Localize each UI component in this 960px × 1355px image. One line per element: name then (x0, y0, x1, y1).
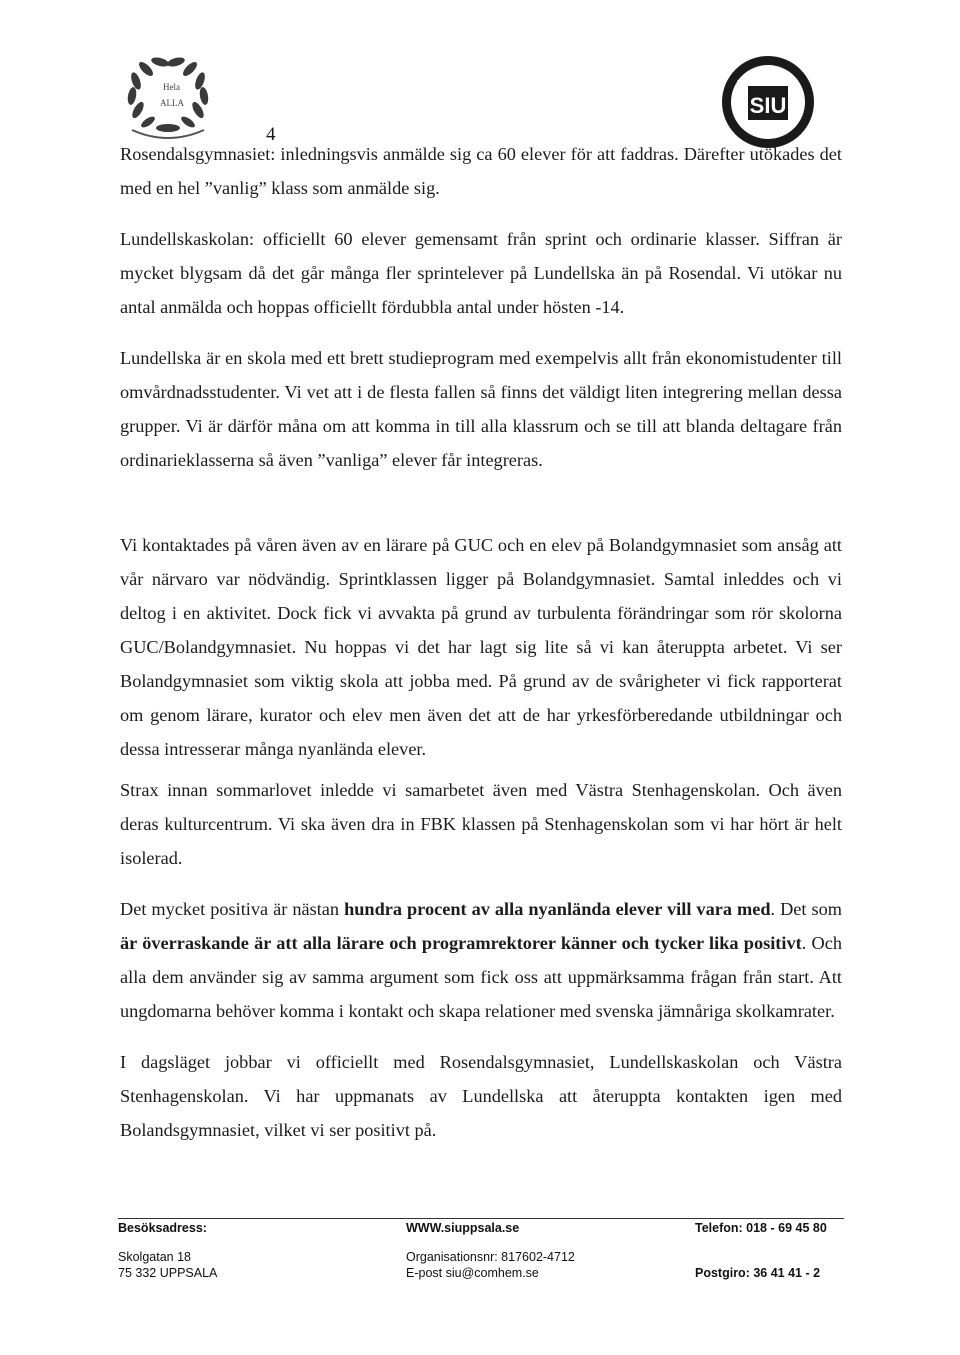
paragraph-boland: Vi kontaktades på våren även av en lärare på GUC och en elev på Bolandgymnasiet som ansåg att vår närvaro var nödvändig. Sprintklassen ligger på Bolandgymnasiet. Samtal inleddes och vi deltog i en aktivitet. Dock fick vi avvakta på grund av turbulenta förändringar som rör skolorna GUC/Bolandgymnasiet. Nu hoppas vi det har lagt sig lite så vi kan återuppta arbetet. Vi ser Bolandgymnasiet som viktig skola att jobba med. På grund av de svårigheter vi fick rapporterat om genom lärare, kurator och elev men även det att de har yrkesförberedande utbildningar och dessa intresserar många nyanlända elever. (120, 535, 842, 759)
page-number: 4 (266, 124, 276, 145)
footer-address (118, 1217, 217, 1281)
paragraph-rosendal: Rosendalsgymnasiet: inledningsvis anmälde sig ca 60 elever för att faddras. Därefter utökades det med en hel ”vanlig” klass som anmälde sig. (120, 144, 842, 198)
footer-street: Skolgatan 18 (118, 1250, 191, 1264)
footer-org-number: Organisationsnr: 817602-4712 (406, 1250, 575, 1264)
paragraph-lundellska-count: Lundellskaskolan: officiellt 60 elever gemensamt från sprint och ordinarie klasser. Siffran är mycket blygsam då det går många fler sprintelever på Lundellska än på Rosendal. Vi utökar nu antal anmälda och hoppas officiellt fördubbla antal under hösten -14. (120, 229, 842, 317)
positive-bold-2: är överraskande är att alla lärare och programrektorer känner och tycker lika positivt (120, 933, 802, 953)
logo-text-hela: Hela (163, 82, 180, 92)
positive-text-3: . Och alla dem använder sig av samma argument som fick oss att uppmärksamma frågan från start. Att ungdomarna behöver komma i kontakt och skapa relationer med svenska jämnåriga skolkamrater. (120, 933, 842, 1021)
footer-postgiro: Postgiro: 36 41 41 - 2 (695, 1266, 821, 1280)
footer-contact (406, 1217, 575, 1281)
footer-city: 75 332 UPPSALA (118, 1266, 218, 1280)
body-text (120, 137, 842, 1147)
siu-logo-text: SIU (749, 93, 787, 118)
paragraph-current-status: I dagsläget jobbar vi officiellt med Rosendalsgymnasiet, Lundellskaskolan och Västra Stenhagenskolan. Vi har uppmanats av Lundellska att återuppta kontakten igen med Bolandsgymnasiet, vilket vi ser positivt på. (120, 1052, 842, 1140)
footer-visit-heading: Besöksadress: (118, 1221, 207, 1235)
positive-text-1: Det mycket positiva är nästan (120, 899, 345, 919)
footer-payment (695, 1217, 827, 1281)
paragraph-lundellska-program: Lundellska är en skola med ett brett studieprogram med exempelvis allt från ekonomistudenter till omvårdnadsstudenter. Vi vet att i de flesta fallen så finns det väldigt liten integrering mellan dessa grupper. Vi är därför måna om att komma in till alla klassrum och se till att blanda deltagare från ordinarieklasserna så även ”vanliga” elever får integreras. (120, 348, 842, 470)
footer-phone: Telefon: 018 - 69 45 80 (695, 1221, 827, 1235)
paragraph-stenhagen: Strax innan sommarlovet inledde vi samarbetet även med Västra Stenhagenskolan. Och även deras kulturcentrum. Vi ska även dra in FBK klassen på Stenhagenskolan som vi har hört är helt isolerad. (120, 780, 842, 868)
logo-text-alla: ALLA (160, 98, 184, 108)
positive-bold-1: hundra procent av alla nyanlända elever vill vara med (344, 899, 771, 919)
footer-email[interactable]: E-post siu@comhem.se (406, 1266, 539, 1280)
wreath-logo (112, 48, 224, 148)
wreath-logo-icon (112, 48, 224, 148)
footer-website[interactable]: WWW.siuppsala.se (406, 1221, 520, 1235)
paragraph-positive (120, 892, 842, 1028)
positive-text-2: . Det som (770, 899, 842, 919)
